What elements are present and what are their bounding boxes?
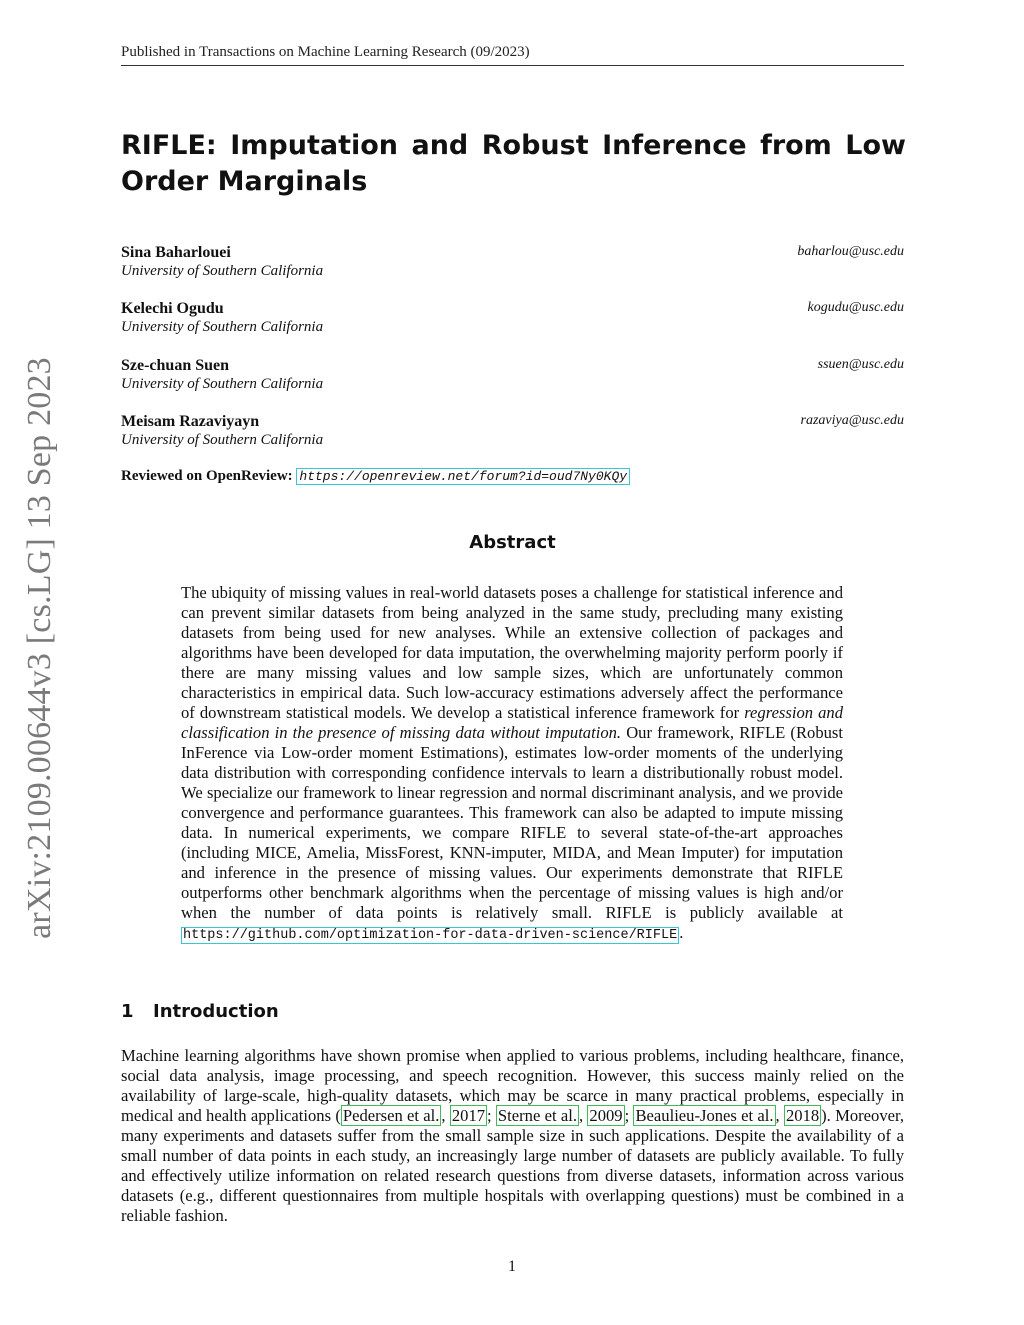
github-link[interactable]: https://github.com/optimization-for-data-driven-science/RIFLE (183, 928, 678, 943)
author-block (121, 412, 904, 450)
author-block (121, 356, 904, 394)
author-email[interactable]: kogudu@usc.edu (807, 300, 904, 315)
author-block (121, 299, 904, 337)
abstract-emphasis: regression and classification in the presence of missing data without imputation. (181, 703, 844, 742)
abstract-text (181, 583, 843, 946)
arxiv-stamp (20, 353, 60, 943)
citation-separator: , (775, 1106, 784, 1125)
arxiv-identifier: arXiv:2109.00644v3 [cs.LG] 13 Sep 2023 (21, 357, 58, 939)
citation-separator: , (441, 1106, 450, 1125)
citation-separator: ; (487, 1106, 496, 1125)
intro-part: Machine learning algorithms have shown promise when applied to various problems, including healthcare, finance, social data analysis, image processing, and speech recognition. However, this success mainly relied on the availability of large-scale, high-quality datasets, which may be scarce in many practical problems, especially in medical and health applications ( (121, 1046, 904, 1125)
review-label: Reviewed on OpenReview: (121, 468, 293, 484)
author-affiliation: University of Southern California (121, 376, 324, 392)
citation-link[interactable]: 2018 (785, 1106, 820, 1125)
author-name: Sina Baharlouei (121, 244, 231, 261)
section-title: Introduction (153, 1001, 279, 1022)
citation-link[interactable]: 2009 (589, 1106, 623, 1125)
review-line (121, 468, 630, 485)
citation-link[interactable]: Pedersen et al. (342, 1106, 440, 1125)
author-affiliation: University of Southern California (121, 432, 324, 448)
page-number: 1 (508, 1258, 516, 1275)
section-heading (121, 1001, 279, 1022)
abstract-part: The ubiquity of missing values in real-world datasets poses a challenge for statistical inference and can prevent similar datasets from being analyzed in the same study, precluding many existing datasets from being used for new analyses. While an extensive collection of packages and algorithms have been developed for data imputation, the overwhelming majority perform poorly if there are many missing values and low sample sizes, which are unfortunately common characteristics in empirical data. Such low-accuracy estimations adversely affect the performance of downstream statistical models. We develop a statistical inference framework for (181, 583, 843, 722)
citation-link[interactable]: 2017 (451, 1106, 486, 1125)
openreview-link[interactable]: https://openreview.net/forum?id=oud7Ny0KQy (296, 468, 630, 485)
citation-link[interactable]: Beaulieu-Jones et al. (635, 1106, 774, 1125)
citation-separator: , (578, 1106, 588, 1125)
paper-title: RIFLE: Imputation and Robust Inference from Low Order Marginals (121, 130, 906, 197)
author-name: Meisam Razaviyayn (121, 413, 260, 430)
citation-separator: ; (624, 1106, 634, 1125)
citation-link[interactable]: Sterne et al. (497, 1106, 577, 1125)
author-block (121, 243, 904, 281)
author-name: Kelechi Ogudu (121, 300, 224, 317)
running-head: Published in Transactions on Machine Learning Research (09/2023) (121, 44, 904, 66)
author-email[interactable]: ssuen@usc.edu (817, 357, 904, 372)
abstract-heading: Abstract (469, 532, 556, 553)
abstract-end: . (679, 923, 684, 942)
author-name: Sze-chuan Suen (121, 357, 230, 374)
intro-part: ). Moreover, many experiments and datasets suffer from the small sample size in such applications. Despite the availability of a small number of data points in each study, an increasingly large number of datasets are publicly available. To fully and effectively utilize information on related research questions from diverse datasets, information across various datasets (e.g., different questionnaires from multiple hospitals with overlapping questions) must be combined in a reliable fashion. (121, 1106, 905, 1225)
section-number: 1 (121, 1001, 134, 1022)
author-email[interactable]: razaviya@usc.edu (800, 413, 904, 428)
intro-paragraph (121, 1046, 904, 1226)
abstract-part: Our framework, RIFLE (Robust InFerence via Low-order moment Estimations), estimates low-order moments of the underlying data distribution with corresponding confidence intervals to learn a distributionally robust model. We specialize our framework to linear regression and normal discriminant analysis, and we provide convergence and performance guarantees. This framework can also be adapted to impute missing data. In numerical experiments, we compare RIFLE to several state-of-the-art approaches (including MICE, Amelia, MissForest, KNN-imputer, MIDA, and Mean Imputer) for imputation and inference in the presence of missing values. Our experiments demonstrate that RIFLE outperforms other benchmark algorithms when the percentage of missing values is high and/or when the number of data points is relatively small. RIFLE is publicly available at (181, 723, 843, 922)
author-affiliation: University of Southern California (121, 263, 324, 279)
author-affiliation: University of Southern California (121, 319, 324, 335)
author-email[interactable]: baharlou@usc.edu (797, 244, 904, 259)
